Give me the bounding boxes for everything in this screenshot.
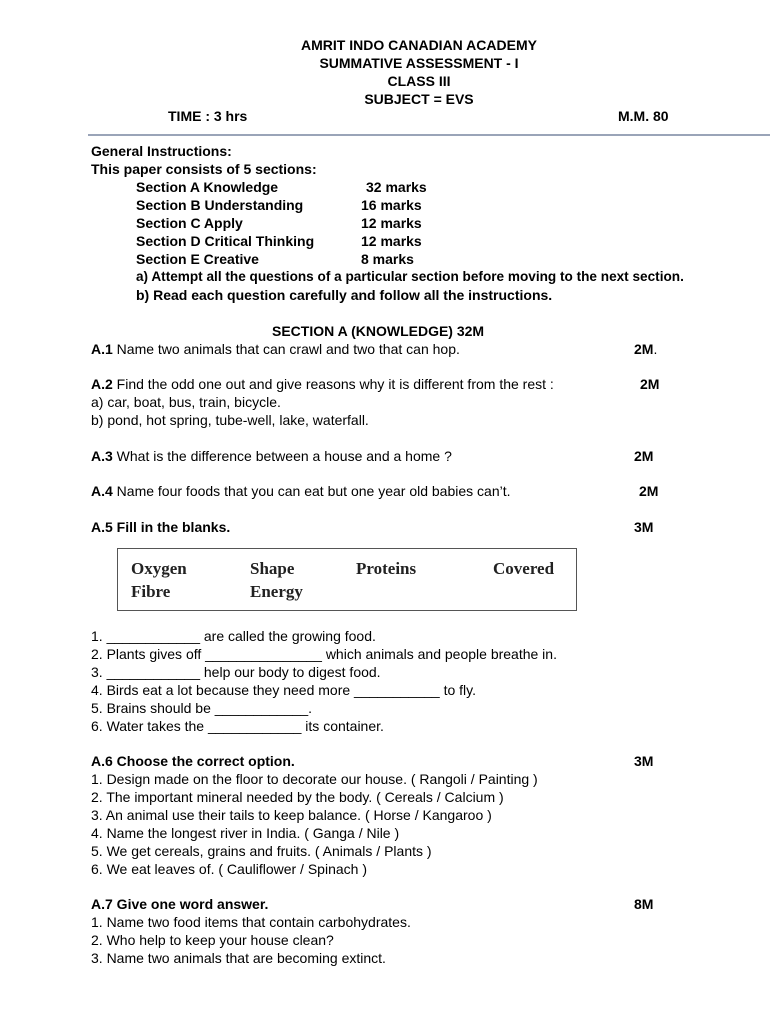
list-item: 3. ____________ help our body to digest food. (91, 664, 381, 680)
word-bank-item: Proteins (356, 559, 417, 578)
list-item: 2. Plants gives off _______________ which animals and people breathe in. (91, 646, 557, 662)
class-label: CLASS III (387, 73, 451, 89)
question-a2 (91, 375, 554, 393)
question-marks-value: 2M (634, 341, 654, 357)
question-number: A.1 (91, 341, 113, 357)
question-marks: 2M (640, 376, 660, 392)
question-marks: 2M (634, 448, 654, 464)
section-marks: 8 marks (361, 251, 414, 267)
instructions-title: General Instructions: (91, 143, 232, 159)
instructions-intro: This paper consists of 5 sections: (91, 161, 317, 177)
section-name: Section C Apply (136, 215, 243, 231)
section-name: Section B Understanding (136, 197, 304, 213)
list-item: 6. We eat leaves of. ( Cauliflower / Spinach ) (91, 861, 367, 877)
word-bank-item: Fibre (131, 582, 171, 601)
question-marks: 2M (639, 483, 659, 499)
section-marks: 12 marks (361, 215, 422, 231)
max-marks-label: M.M. 80 (618, 108, 669, 124)
header-divider (88, 134, 770, 136)
list-item: 2. Who help to keep your house clean? (91, 932, 334, 948)
question-text: Name four foods that you can eat but one year old babies can’t. (112, 483, 511, 499)
question-a7-title: A.7 Give one word answer. (91, 896, 269, 912)
list-item: 1. ____________ are called the growing food. (91, 628, 376, 644)
subject-label: SUBJECT = EVS (364, 91, 474, 107)
list-item: 1. Design made on the floor to decorate our house. ( Rangoli / Painting ) (91, 771, 538, 787)
word-bank-item: Covered (493, 559, 555, 578)
instruction-note-b: b) Read each question carefully and follow all the instructions. (136, 287, 553, 303)
list-item: 2. The important mineral needed by the body. ( Cereals / Calcium ) (91, 789, 504, 805)
word-bank-item: Energy (250, 582, 303, 601)
list-item: 4. Name the longest river in India. ( Ganga / Nile ) (91, 825, 400, 841)
section-name: Section A Knowledge (136, 179, 279, 195)
question-a3 (91, 447, 452, 465)
question-number: A.2 (91, 376, 113, 392)
word-bank-item: Shape (250, 559, 295, 578)
list-item: 1. Name two food items that contain carbohydrates. (91, 914, 411, 930)
question-marks (634, 340, 657, 358)
question-a5-title: A.5 Fill in the blanks. (91, 519, 231, 535)
list-item: 4. Birds eat a lot because they need more ___________ to fly. (91, 682, 476, 698)
list-item: 5. We get cereals, grains and fruits. ( Animals / Plants ) (91, 843, 432, 859)
question-a1 (91, 340, 460, 358)
section-name: Section D Critical Thinking (136, 233, 315, 249)
exam-title: SUMMATIVE ASSESSMENT - I (319, 55, 519, 71)
question-text: What is the difference between a house and a home ? (112, 448, 452, 464)
section-marks: 12 marks (361, 233, 422, 249)
section-a-title: SECTION A (KNOWLEDGE) 32M (272, 323, 485, 339)
list-item: 5. Brains should be ____________. (91, 700, 313, 716)
question-text: Name two animals that can crawl and two that can hop. (112, 341, 460, 357)
section-marks: 16 marks (361, 197, 422, 213)
instruction-note-a: a) Attempt all the questions of a particular section before moving to the next section. (136, 269, 684, 284)
question-text: Find the odd one out and give reasons why it is different from the rest : (112, 376, 554, 392)
list-item: a) car, boat, bus, train, bicycle. (91, 394, 281, 410)
question-number: A.4 (91, 483, 113, 499)
question-marks: 3M (634, 519, 654, 535)
list-item: 3. An animal use their tails to keep balance. ( Horse / Kangaroo ) (91, 807, 492, 823)
list-item: 6. Water takes the ____________ its container. (91, 718, 384, 734)
question-marks: 3M (634, 753, 654, 769)
question-marks-suffix: . (653, 341, 658, 357)
word-bank-item: Oxygen (131, 559, 187, 578)
question-a4 (91, 482, 511, 500)
question-marks: 8M (634, 896, 654, 912)
time-label: TIME : 3 hrs (168, 108, 248, 124)
list-item: 3. Name two animals that are becoming extinct. (91, 950, 386, 966)
section-marks: 32 marks (366, 179, 427, 195)
section-name: Section E Creative (136, 251, 259, 267)
question-a6-title: A.6 Choose the correct option. (91, 753, 295, 769)
school-name: AMRIT INDO CANADIAN ACADEMY (301, 37, 537, 53)
question-number: A.3 (91, 448, 113, 464)
list-item: b) pond, hot spring, tube-well, lake, waterfall. (91, 412, 369, 428)
